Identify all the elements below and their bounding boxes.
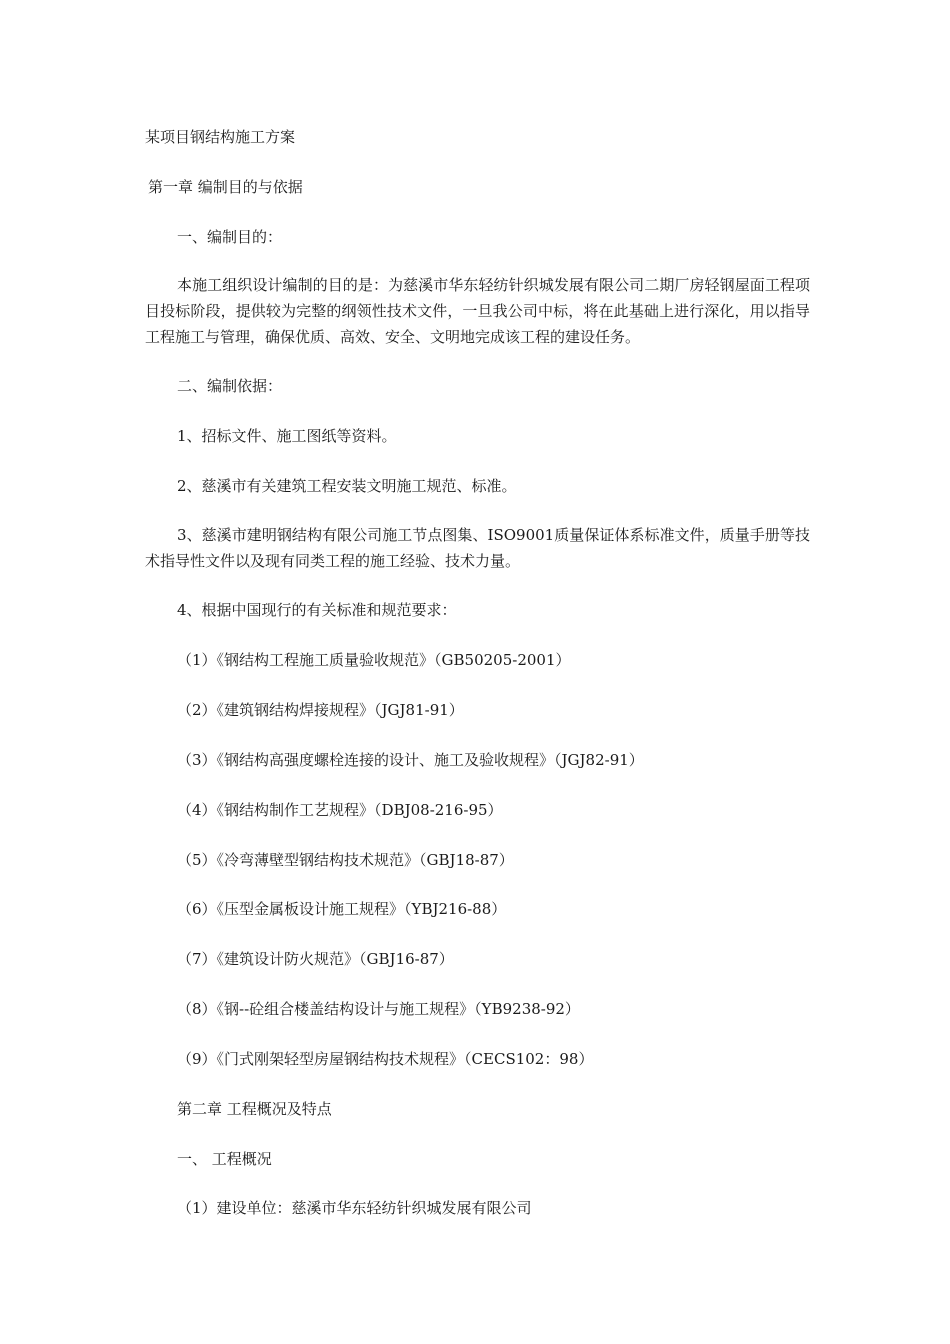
section-basis-heading: 二、编制依据：	[177, 377, 283, 395]
document-title: 某项目钢结构施工方案	[145, 128, 296, 146]
standard-item: （2）《建筑钢结构焊接规程》（JGJ81-91）	[177, 701, 464, 719]
standard-item: （1）《钢结构工程施工质量验收规范》（GB50205-2001）	[177, 651, 571, 669]
chapter-2-heading: 第二章 工程概况及特点	[177, 1100, 332, 1118]
section-overview-heading: 一、 工程概况	[177, 1150, 272, 1168]
chapter-1-heading: 第一章 编制目的与依据	[148, 178, 303, 196]
standard-item: （6）《压型金属板设计施工规程》（YBJ216-88）	[177, 900, 507, 918]
basis-item: 3、慈溪市建明钢结构有限公司施工节点图集、ISO9001质量保证体系标准文件，质量手册等技术指导性文件以及现有同类工程的施工经验、技术力量。	[145, 526, 810, 570]
standard-item: （4）《钢结构制作工艺规程》（DBJ08-216-95）	[177, 801, 503, 819]
basis-item: 1、招标文件、施工图纸等资料。	[177, 427, 397, 445]
overview-item: （1）建设单位：慈溪市华东轻纺针织城发展有限公司	[177, 1199, 532, 1217]
standard-item: （3）《钢结构高强度螺栓连接的设计、施工及验收规程》（JGJ82-91）	[177, 751, 644, 769]
basis-item: 2、慈溪市有关建筑工程安装文明施工规范、标准。	[177, 477, 517, 495]
section-purpose-heading: 一、编制目的：	[177, 228, 283, 246]
standard-item: （7）《建筑设计防火规范》（GBJ16-87）	[177, 950, 454, 968]
purpose-paragraph: 本施工组织设计编制的目的是：为慈溪市华东轻纺针织城发展有限公司二期厂房轻钢屋面工程项目投标阶段，提供较为完整的纲领性技术文件，一旦我公司中标，将在此基础上进行深化，用以指导工程施工与管理，确保优质、高效、安全、文明地完成该工程的建设任务。	[145, 276, 810, 346]
standard-item: （8）《钢--砼组合楼盖结构设计与施工规程》（YB9238-92）	[177, 1000, 580, 1018]
standard-item: （9）《门式刚架轻型房屋钢结构技术规程》（CECS102：98）	[177, 1050, 594, 1068]
basis-item: 4、根据中国现行的有关标准和规范要求：	[177, 601, 457, 619]
standard-item: （5）《冷弯薄壁型钢结构技术规范》（GBJ18-87）	[177, 851, 514, 869]
